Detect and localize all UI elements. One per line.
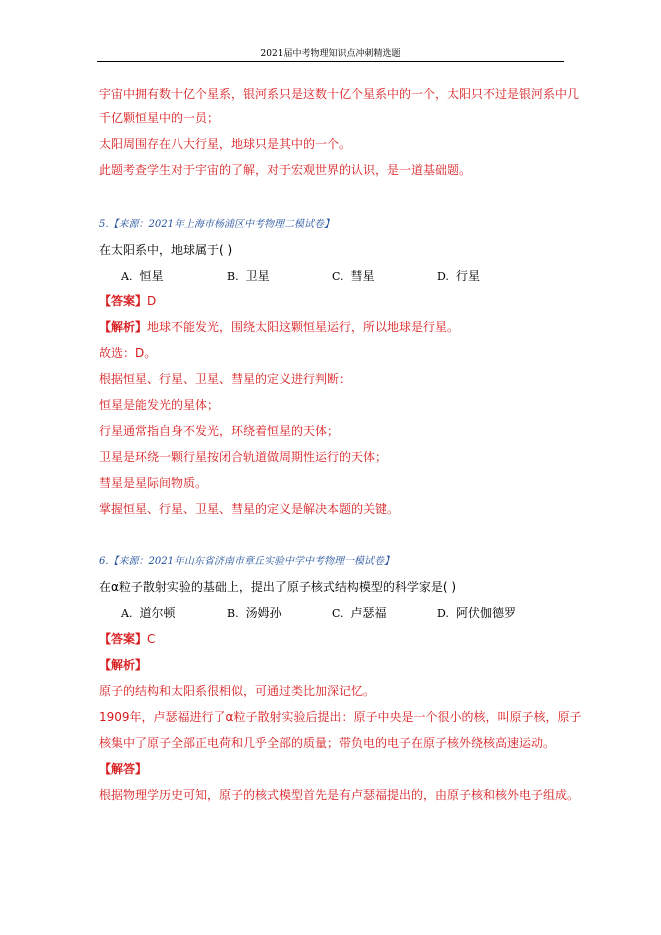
q5-line-2: 根据恒星、行星、卫星、彗星的定义进行判断： (99, 372, 352, 386)
q5-option-d (437, 268, 480, 285)
q5-option-c-text: 彗星 (350, 269, 375, 283)
q6-option-b-text: 汤姆孙 (245, 606, 282, 620)
q6-option-d-text: 阿伏伽德罗 (455, 606, 516, 620)
q6-analysis-line-2: 1909年，卢瑟福进行了α粒子散射实验后提出：原子中央是一个很小的核，叫原子核，原子 (99, 710, 582, 724)
q5-option-b (227, 268, 270, 285)
q6-option-c-text: 卢瑟福 (350, 606, 387, 620)
q5-option-b-letter: B. (227, 270, 239, 283)
q5-option-d-text: 行星 (455, 269, 480, 283)
q5-option-d-letter: D. (437, 270, 449, 283)
q5-line-4: 行星通常指自身不发光，环绕着恒星的天体； (99, 424, 340, 438)
intro-line-1: 宇宙中拥有数十亿个星系，银河系只是这数十亿个星系中的一个，太阳只不过是银河系中几 (99, 87, 580, 101)
q6-question: 在α粒子散射实验的基础上，提出了原子核式结构模型的科学家是( ) (99, 580, 457, 594)
q5-line-3: 恒星是能发光的星体； (99, 398, 220, 412)
q5-analysis-tag: 【解析】 (99, 320, 148, 334)
page-header: 2021届中考物理知识点冲刺精选题 (260, 49, 401, 59)
q6-solution: 根据物理学历史可知，原子的核式模型首先是有卢瑟福提出的，由原子核和核外电子组成。 (99, 788, 580, 802)
q5-line-5: 卫星是环绕一颗行星按闭合轨道做周期性运行的天体； (99, 450, 388, 464)
q6-analysis-line-1: 原子的结构和太阳系很相似，可通过类比加深记忆。 (99, 684, 376, 698)
q5-line-1: 故选：D。 (99, 346, 157, 360)
q5-answer-value: D (147, 294, 157, 308)
q5-source: 5.【来源：2021年上海市杨浦区中考物理二模试卷】 (99, 219, 334, 230)
q5-analysis-text: 地球不能发光，围绕太阳这颗恒星运行，所以地球是行星。 (147, 320, 460, 334)
q5-option-a-text: 恒星 (139, 269, 164, 283)
q6-analysis-tag: 【解析】 (99, 658, 148, 672)
q5-line-7: 掌握恒星、行星、卫星、彗星的定义是解决本题的关键。 (99, 502, 400, 516)
q5-analysis (99, 319, 459, 335)
q5-answer (99, 293, 156, 309)
q6-option-d-letter: D. (437, 607, 449, 620)
header-rule (97, 61, 564, 62)
q6-option-d (437, 605, 516, 622)
q5-option-a (121, 268, 163, 285)
intro-line-4: 此题考查学生对于宇宙的了解，对于宏观世界的认识，是一道基础题。 (99, 163, 472, 177)
q6-answer (99, 631, 155, 647)
q6-option-b-letter: B. (227, 607, 239, 620)
q5-option-c-letter: C. (332, 270, 344, 283)
q6-answer-value: C (147, 632, 156, 646)
q5-option-c (332, 268, 375, 285)
q6-option-a-letter: A. (121, 607, 133, 620)
intro-line-3: 太阳周围存在八大行星，地球只是其中的一个。 (99, 137, 352, 151)
q6-answer-tag: 【答案】 (99, 632, 148, 646)
q6-option-c-letter: C. (332, 607, 344, 620)
q5-line-6: 彗星是星际间物质。 (99, 476, 208, 490)
q6-source: 6.【来源：2021年山东省济南市章丘实验中学中考物理一模试卷】 (99, 556, 394, 567)
q6-option-a (121, 605, 175, 622)
q5-option-b-text: 卫星 (245, 269, 270, 283)
q6-option-b (227, 605, 282, 622)
q5-answer-tag: 【答案】 (99, 294, 148, 308)
q6-analysis-line-3: 核集中了原子全部正电荷和几乎全部的质量；带负电的电子在原子核外绕核高速运动。 (99, 736, 556, 750)
intro-line-2: 千亿颗恒星中的一员； (99, 111, 220, 125)
q6-option-c (332, 605, 387, 622)
q6-solution-tag: 【解答】 (99, 762, 148, 776)
q5-question: 在太阳系中，地球属于( ) (99, 243, 233, 257)
q5-option-a-letter: A. (121, 270, 133, 283)
q6-option-a-text: 道尔顿 (139, 606, 176, 620)
